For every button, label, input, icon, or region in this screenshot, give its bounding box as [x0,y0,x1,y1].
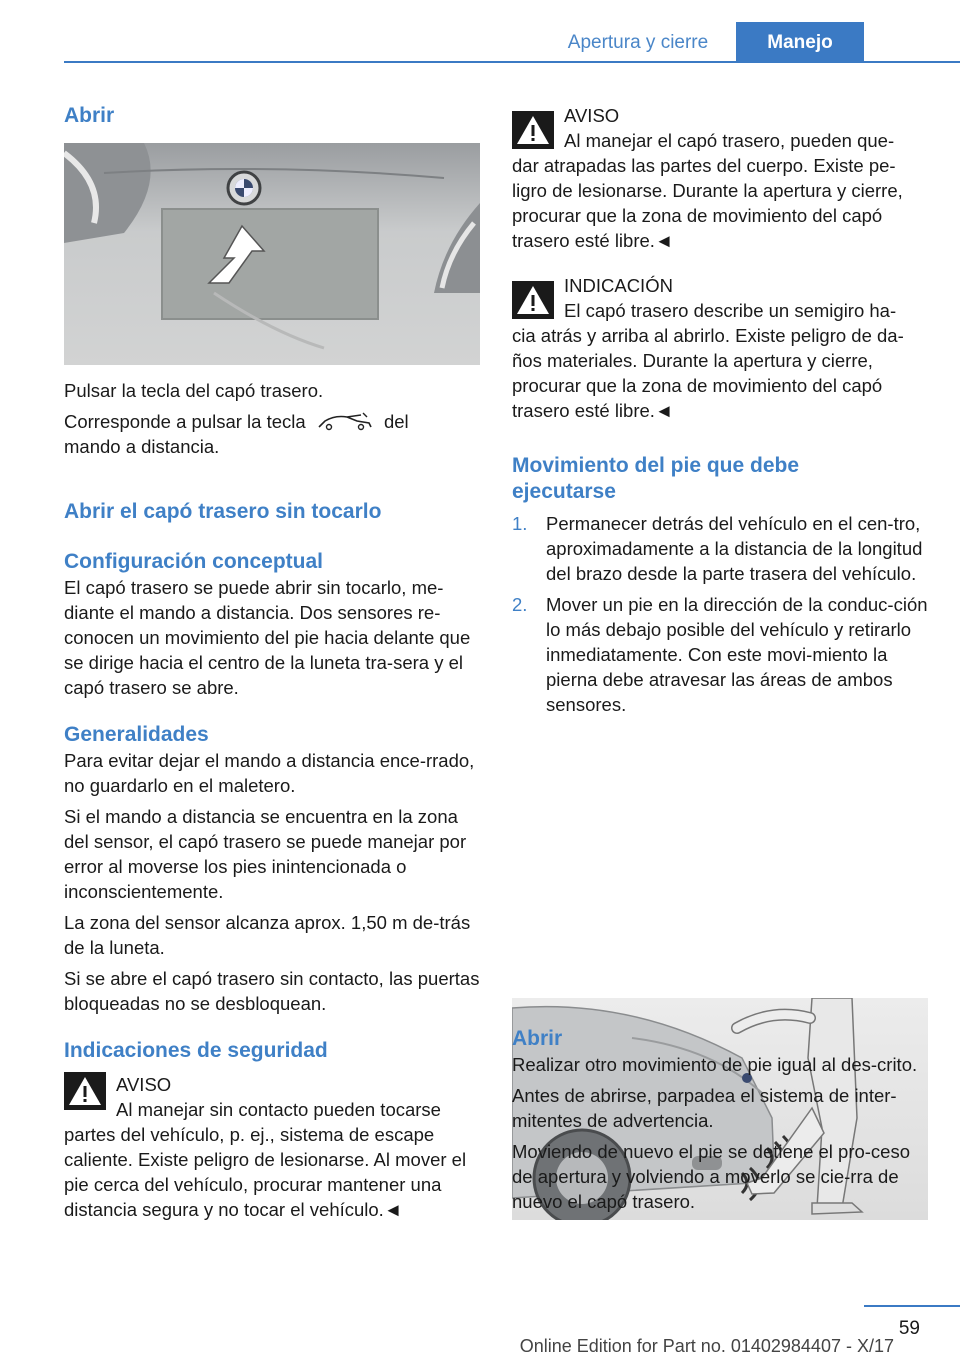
warning-title: AVISO [116,1074,172,1095]
left-column [64,103,482,129]
steps-list [512,511,930,717]
notice-text: cia atrás y arriba al abrirlo. Existe peligro de da-ños materiales. Durante la apertura y cierre, procurar que la zona de movimiento del capó trasero esté libre.◄ [512,325,904,421]
footer-rule [864,1305,960,1307]
warning-triangle-icon [512,111,554,149]
car-trunk-icon [317,411,373,431]
paragraph-pulsar: Pulsar la tecla del capó trasero. [64,380,324,401]
paragraph-gen-3: La zona del sensor alcanza aprox. 1,50 m de-trás de la luneta. [64,912,471,958]
right-column-bottom [512,1026,930,1214]
step-number: 2. [512,594,528,615]
warning-line-1: Al manejar sin contacto pueden tocarse [116,1099,441,1120]
corresponde-text: Corresponde a pulsar la tecla [64,411,306,432]
paragraph-abrir-1: Realizar otro movimiento de pie igual al des-crito. [512,1054,918,1075]
notice-line-1: El capó trasero describe un semigiro ha- [564,300,897,321]
warning-text: dar atrapadas las partes del cuerpo. Existe pe-ligro de lesionarse. Durante la apertura y cierre, procurar que la zona de movimiento del capó trasero esté libre.◄ [512,155,903,251]
header-section: Apertura y cierre [567,31,709,53]
mando-text: mando a distancia. [64,436,220,457]
footer-edition [0,1336,960,1357]
heading-generalidades: Generalidades [64,723,209,746]
step-text: Mover un pie en la dirección de la conduc-ción lo más debajo posible del vehículo y retirarlo inmediatamente. Con este movi-miento la pierna debe atravesar las áreas de ambos sensores. [546,594,928,715]
paragraph-abrir-2: Antes de abrirse, parpadea el sistema de inter-mitentes de advertencia. [512,1085,897,1131]
footer-part: 01402984407 - X/17 [730,1336,894,1356]
heading-configuracion: Configuración conceptual [64,550,324,573]
heading-abrir: Abrir [64,104,115,127]
right-column [512,103,930,717]
warning-triangle-icon [64,1072,106,1110]
paragraph-gen-4: Si se abre el capó trasero sin contacto, las puertas bloqueadas no se desbloquean. [64,968,480,1014]
paragraph-configuracion: El capó trasero se puede abrir sin tocarlo, me-diante el mando a distancia. Dos sensores re-conocen un movimiento del pie hacia delante que se dirige hacia el centro de la luneta tra-sera y el capó trasero se abre. [64,577,471,698]
trunk-image [64,143,480,365]
heading-seguridad: Indicaciones de seguridad [64,1039,328,1062]
del-text: del [383,411,409,432]
heading-sin-tocar: Abrir el capó trasero sin tocarlo [64,500,382,523]
paragraph-gen-1: Para evitar dejar el mando a distancia ence-rrado, no guardarlo en el maletero. [64,750,475,796]
list-item [512,511,930,586]
warning-box-trunk [512,103,930,253]
paragraph-corresponde [64,409,482,459]
list-item [512,592,930,717]
warning-title: AVISO [564,105,620,126]
heading-abrir-2: Abrir [512,1027,563,1050]
step-text: Permanecer detrás del vehículo en el cen-tro, aproximadamente a la distancia de la longitud del brazo desde la parte trasera del vehículo. [546,513,923,584]
notice-title: INDICACIÓN [564,275,673,296]
step-number: 1. [512,513,528,534]
paragraph-abrir-3: Moviendo de nuevo el pie se detiene el pro-ceso de apertura y volviendo a moverlo se cie-rra de nuevo el capó trasero. [512,1141,911,1212]
header-chapter-tab: Manejo [736,22,864,63]
warning-box [64,1072,482,1222]
warning-triangle-icon [512,281,554,319]
warning-text: partes del vehículo, p. ej., sistema de escape caliente. Existe peligro de lesionarse. Al mover el pie cerca del vehículo, procurar mantener una distancia segura y no tocar el vehículo.◄ [64,1124,467,1220]
left-column-body [64,378,482,1222]
paragraph-gen-2: Si el mando a distancia se encuentra en la zona del sensor, el capó trasero se puede manejar por error al moverse los pies inintencionada o inconscientemente. [64,806,467,902]
heading-movimiento: Movimiento del pie que debe ejecutarse [512,454,800,503]
footer-prefix: Online Edition for Part no. [519,1336,731,1356]
page-number: 59 [898,1318,920,1339]
warning-line-1: Al manejar el capó trasero, pueden que- [564,130,895,151]
notice-box [512,273,930,423]
